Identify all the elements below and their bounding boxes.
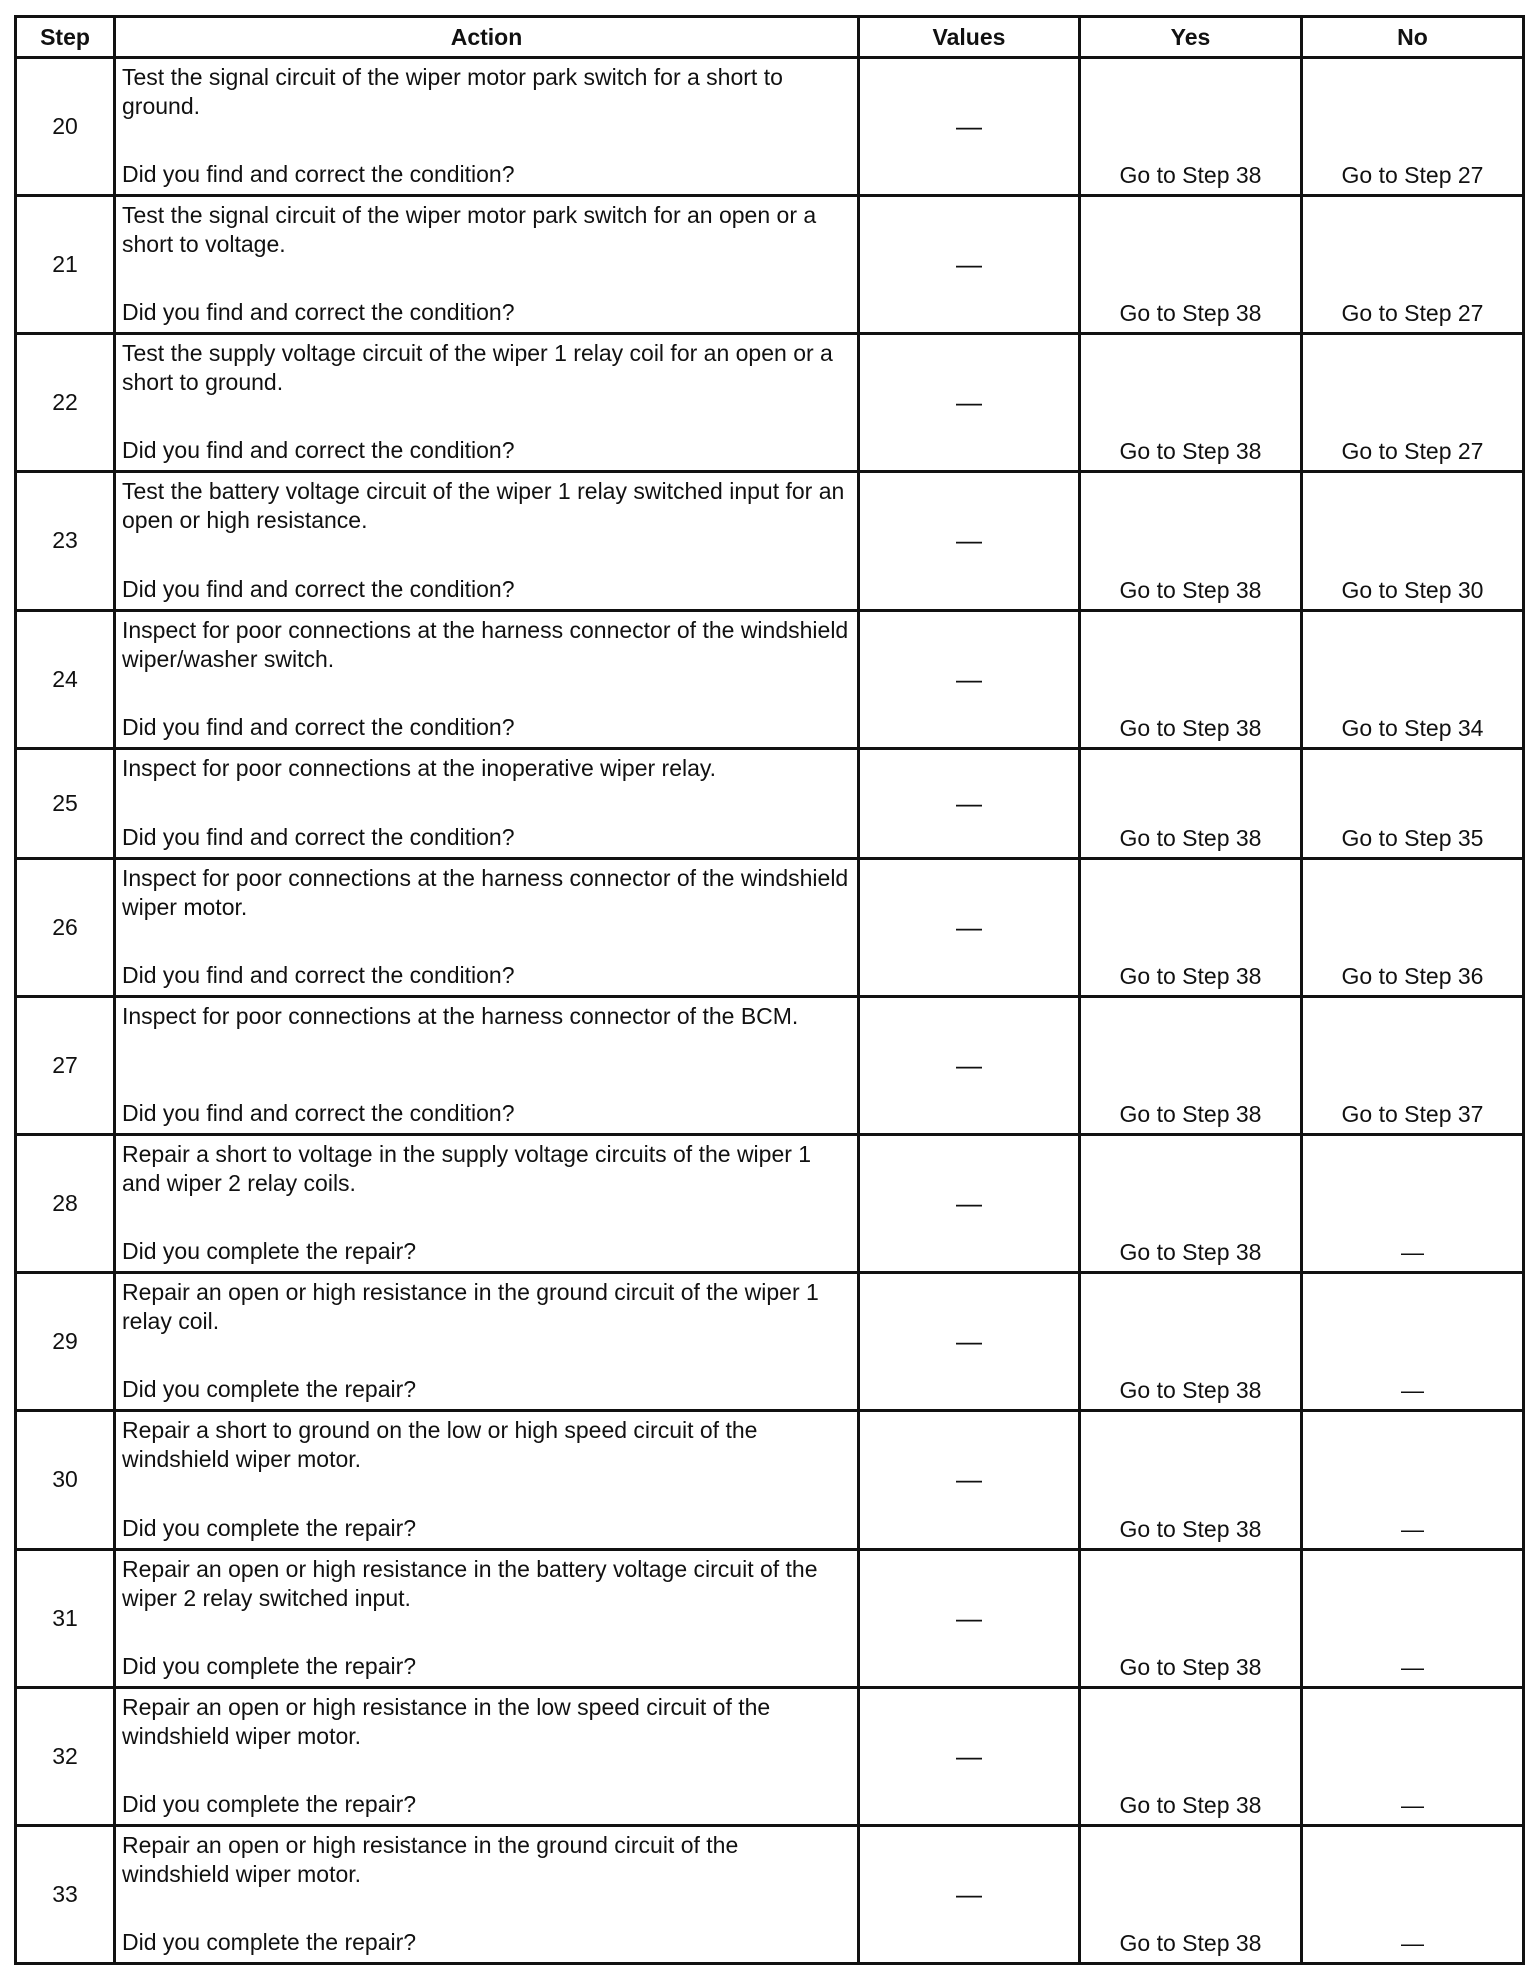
table-row: [16, 196, 1524, 334]
table-row: [16, 334, 1524, 472]
action-cell: [115, 1273, 859, 1411]
table-row: [16, 610, 1524, 748]
question-text: Did you find and correct the condition?: [122, 299, 515, 326]
values-cell: —: [859, 472, 1080, 610]
step-number: 26: [16, 858, 115, 996]
values-cell: —: [859, 1549, 1080, 1687]
action-text: Test the supply voltage circuit of the wiper 1 relay coil for an open or a short to ground.: [122, 340, 833, 396]
header-no: No: [1302, 17, 1524, 58]
question-text: Did you complete the repair?: [122, 1929, 417, 1955]
yes-text: Go to Step 38: [1119, 1791, 1262, 1818]
table-body: [16, 58, 1524, 1964]
table-row: [16, 748, 1524, 858]
yes-text: Go to Step 38: [1119, 438, 1262, 465]
no-cell: [1302, 334, 1524, 472]
table-row: [16, 58, 1524, 196]
yes-cell: [1080, 858, 1302, 996]
values-cell: —: [859, 58, 1080, 196]
diagnostic-table: [14, 15, 1525, 1965]
values-cell: —: [859, 996, 1080, 1134]
action-cell: [115, 858, 859, 996]
yes-cell: [1080, 1549, 1302, 1687]
question-text: Did you find and correct the condition?: [122, 437, 515, 464]
no-cell: [1302, 1825, 1524, 1963]
step-number: 25: [16, 748, 115, 858]
yes-text: Go to Step 38: [1119, 1377, 1262, 1404]
no-text: —: [1401, 1791, 1424, 1818]
values-cell: —: [859, 610, 1080, 748]
yes-text: Go to Step 38: [1119, 576, 1262, 603]
step-number: 24: [16, 610, 115, 748]
action-cell: [115, 58, 859, 196]
no-text: Go to Step 35: [1341, 824, 1484, 851]
question-text: Did you complete the repair?: [122, 1652, 417, 1679]
action-text: Repair an open or high resistance in the battery voltage circuit of the wiper 2 relay switched input.: [122, 1555, 818, 1611]
question-text: Did you complete the repair?: [122, 1790, 417, 1817]
yes-text: Go to Step 38: [1119, 162, 1262, 189]
table-row: [16, 1135, 1524, 1273]
yes-cell: [1080, 1273, 1302, 1411]
no-cell: [1302, 58, 1524, 196]
values-cell: —: [859, 196, 1080, 334]
header-action: Action: [115, 17, 859, 58]
table-row: [16, 996, 1524, 1134]
no-cell: [1302, 196, 1524, 334]
question-text: Did you complete the repair?: [122, 1376, 417, 1403]
no-text: —: [1401, 1377, 1424, 1404]
question-text: Did you complete the repair?: [122, 1514, 417, 1541]
step-number: 23: [16, 472, 115, 610]
action-text: Test the signal circuit of the wiper motor park switch for a short to ground.: [122, 64, 783, 119]
values-cell: —: [859, 1135, 1080, 1273]
step-number: 22: [16, 334, 115, 472]
question-text: Did you find and correct the condition?: [122, 161, 515, 188]
table-row: [16, 1687, 1524, 1825]
action-text: Test the signal circuit of the wiper motor park switch for an open or a short to voltage.: [122, 202, 817, 258]
action-cell: [115, 1411, 859, 1549]
no-cell: [1302, 1411, 1524, 1549]
yes-cell: [1080, 58, 1302, 196]
no-cell: [1302, 472, 1524, 610]
header-yes: Yes: [1080, 17, 1302, 58]
header-row: [16, 17, 1524, 58]
action-text: Inspect for poor connections at the harness connector of the windshield wiper motor.: [122, 864, 849, 920]
action-cell: [115, 1687, 859, 1825]
yes-text: Go to Step 38: [1119, 1101, 1262, 1128]
action-cell: [115, 196, 859, 334]
values-cell: —: [859, 334, 1080, 472]
no-text: —: [1401, 1515, 1424, 1542]
values-cell: —: [859, 1411, 1080, 1549]
header-step: Step: [16, 17, 115, 58]
yes-text: Go to Step 38: [1119, 300, 1262, 327]
no-text: Go to Step 36: [1341, 962, 1484, 989]
yes-cell: [1080, 1825, 1302, 1963]
action-cell: [115, 1549, 859, 1687]
action-text: Repair an open or high resistance in the ground circuit of the windshield wiper motor.: [122, 1831, 739, 1887]
yes-text: Go to Step 38: [1119, 1515, 1262, 1542]
no-cell: [1302, 858, 1524, 996]
step-number: 27: [16, 996, 115, 1134]
no-text: —: [1401, 1653, 1424, 1680]
step-number: 21: [16, 196, 115, 334]
action-cell: [115, 996, 859, 1134]
yes-text: Go to Step 38: [1119, 1930, 1262, 1956]
action-cell: [115, 334, 859, 472]
action-text: Inspect for poor connections at the inoperative wiper relay.: [122, 754, 717, 781]
question-text: Did you find and correct the condition?: [122, 575, 515, 602]
action-cell: [115, 1825, 859, 1963]
table-row: [16, 472, 1524, 610]
no-cell: [1302, 1549, 1524, 1687]
no-cell: [1302, 610, 1524, 748]
yes-cell: [1080, 472, 1302, 610]
no-cell: [1302, 1273, 1524, 1411]
yes-text: Go to Step 38: [1119, 1653, 1262, 1680]
no-text: —: [1401, 1239, 1424, 1266]
step-number: 32: [16, 1687, 115, 1825]
no-text: Go to Step 30: [1341, 576, 1484, 603]
table-row: [16, 858, 1524, 996]
yes-cell: [1080, 196, 1302, 334]
step-number: 28: [16, 1135, 115, 1273]
table-row: [16, 1411, 1524, 1549]
question-text: Did you find and correct the condition?: [122, 1100, 515, 1127]
step-number: 20: [16, 58, 115, 196]
no-cell: [1302, 1135, 1524, 1273]
yes-cell: [1080, 334, 1302, 472]
action-text: Test the battery voltage circuit of the wiper 1 relay switched input for an open or high resistance.: [122, 478, 845, 534]
values-cell: —: [859, 858, 1080, 996]
action-text: Inspect for poor connections at the harness connector of the windshield wiper/washer switch.: [122, 616, 849, 672]
yes-cell: [1080, 996, 1302, 1134]
action-cell: [115, 748, 859, 858]
action-text: Repair a short to ground on the low or high speed circuit of the windshield wiper motor.: [122, 1417, 758, 1473]
step-number: 29: [16, 1273, 115, 1411]
values-cell: —: [859, 1825, 1080, 1963]
no-text: Go to Step 27: [1341, 162, 1484, 189]
no-cell: [1302, 748, 1524, 858]
step-number: 30: [16, 1411, 115, 1549]
action-cell: [115, 472, 859, 610]
yes-cell: [1080, 1411, 1302, 1549]
no-cell: [1302, 996, 1524, 1134]
values-cell: —: [859, 1687, 1080, 1825]
yes-text: Go to Step 38: [1119, 962, 1262, 989]
table-row: [16, 1825, 1524, 1963]
action-cell: [115, 1135, 859, 1273]
step-number: 33: [16, 1825, 115, 1963]
values-cell: —: [859, 1273, 1080, 1411]
question-text: Did you find and correct the condition?: [122, 713, 515, 740]
no-text: Go to Step 34: [1341, 714, 1484, 741]
no-text: Go to Step 27: [1341, 438, 1484, 465]
question-text: Did you find and correct the condition?: [122, 823, 515, 850]
header-values: Values: [859, 17, 1080, 58]
question-text: Did you find and correct the condition?: [122, 961, 515, 988]
step-number: 31: [16, 1549, 115, 1687]
question-text: Did you complete the repair?: [122, 1238, 417, 1265]
no-text: Go to Step 27: [1341, 300, 1484, 327]
action-text: Repair an open or high resistance in the ground circuit of the wiper 1 relay coil.: [122, 1279, 819, 1335]
no-text: Go to Step 37: [1341, 1101, 1484, 1128]
yes-text: Go to Step 38: [1119, 1239, 1262, 1266]
action-text: Repair an open or high resistance in the low speed circuit of the windshield wiper motor.: [122, 1693, 771, 1749]
yes-cell: [1080, 1687, 1302, 1825]
yes-cell: [1080, 610, 1302, 748]
action-cell: [115, 610, 859, 748]
yes-cell: [1080, 1135, 1302, 1273]
yes-text: Go to Step 38: [1119, 714, 1262, 741]
table-row: [16, 1273, 1524, 1411]
values-cell: —: [859, 748, 1080, 858]
action-text: Inspect for poor connections at the harness connector of the BCM.: [122, 1002, 799, 1029]
action-text: Repair a short to voltage in the supply voltage circuits of the wiper 1 and wiper 2 relay coils.: [122, 1141, 812, 1197]
table-row: [16, 1549, 1524, 1687]
yes-text: Go to Step 38: [1119, 824, 1262, 851]
yes-cell: [1080, 748, 1302, 858]
no-text: —: [1401, 1930, 1424, 1956]
no-cell: [1302, 1687, 1524, 1825]
